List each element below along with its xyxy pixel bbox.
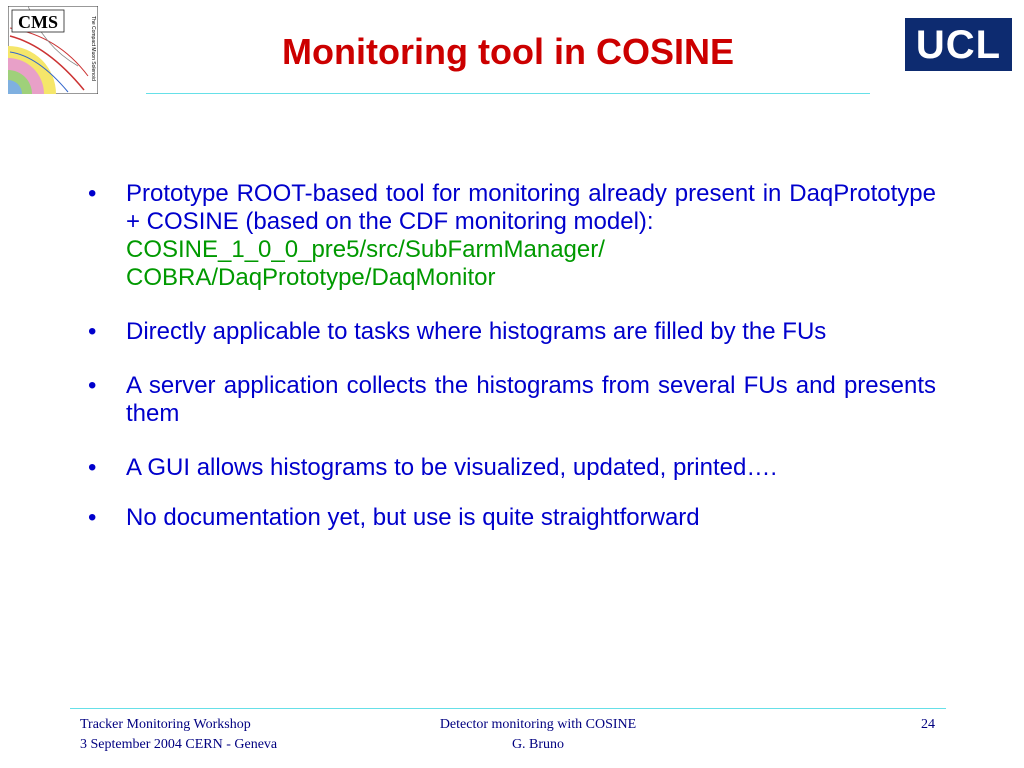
bullet-icon: • [88, 454, 97, 481]
bullet-text: Prototype ROOT-based tool for monitoring already present in DaqPrototype + COSINE (based on the CDF monitoring model): [126, 180, 936, 235]
bullet-item [88, 318, 936, 346]
bullet-icon: • [88, 318, 97, 345]
ucl-logo-icon [905, 18, 1012, 71]
bullet-item [88, 504, 936, 532]
footer-event-info [80, 715, 277, 755]
footer-talk-title: Detector monitoring with COSINE [439, 717, 637, 732]
page-title: Monitoring tool in COSINE [282, 31, 734, 72]
source-path-line: COSINE_1_0_0_pre5/src/SubFarmManager/ [126, 236, 605, 263]
cms-logo-icon [8, 6, 98, 94]
bullet-icon: • [88, 504, 97, 531]
footer-event-name: Tracker Monitoring Workshop [80, 717, 251, 732]
bullet-item [88, 454, 936, 482]
bullet-icon: • [88, 372, 97, 399]
bullet-item [88, 372, 936, 428]
bullet-text: A GUI allows histograms to be visualized, updated, printed…. [126, 454, 777, 481]
bullet-item [88, 180, 936, 292]
footer-event-date: 3 September 2004 CERN - Geneva [80, 737, 278, 752]
bullet-text: Directly applicable to tasks where histograms are filled by the FUs [126, 318, 827, 345]
cms-logo-caption: The Compact Muon Solenoid [90, 16, 96, 81]
cms-logo-text: CMS [18, 12, 58, 32]
title-divider [146, 93, 870, 94]
footer-divider [70, 708, 946, 709]
ucl-logo-text: UCL [915, 22, 1002, 67]
source-path-line: COBRA/DaqPrototype/DaqMonitor [126, 264, 496, 291]
footer-author: G. Bruno [511, 737, 565, 752]
footer-talk-info [400, 715, 676, 755]
page-number: 24 [921, 717, 935, 732]
bullet-text: No documentation yet, but use is quite straightforward [126, 504, 700, 531]
bullet-text: A server application collects the histograms from several FUs and presents them [126, 372, 936, 427]
bullet-list [88, 180, 936, 532]
bullet-icon: • [88, 180, 97, 207]
